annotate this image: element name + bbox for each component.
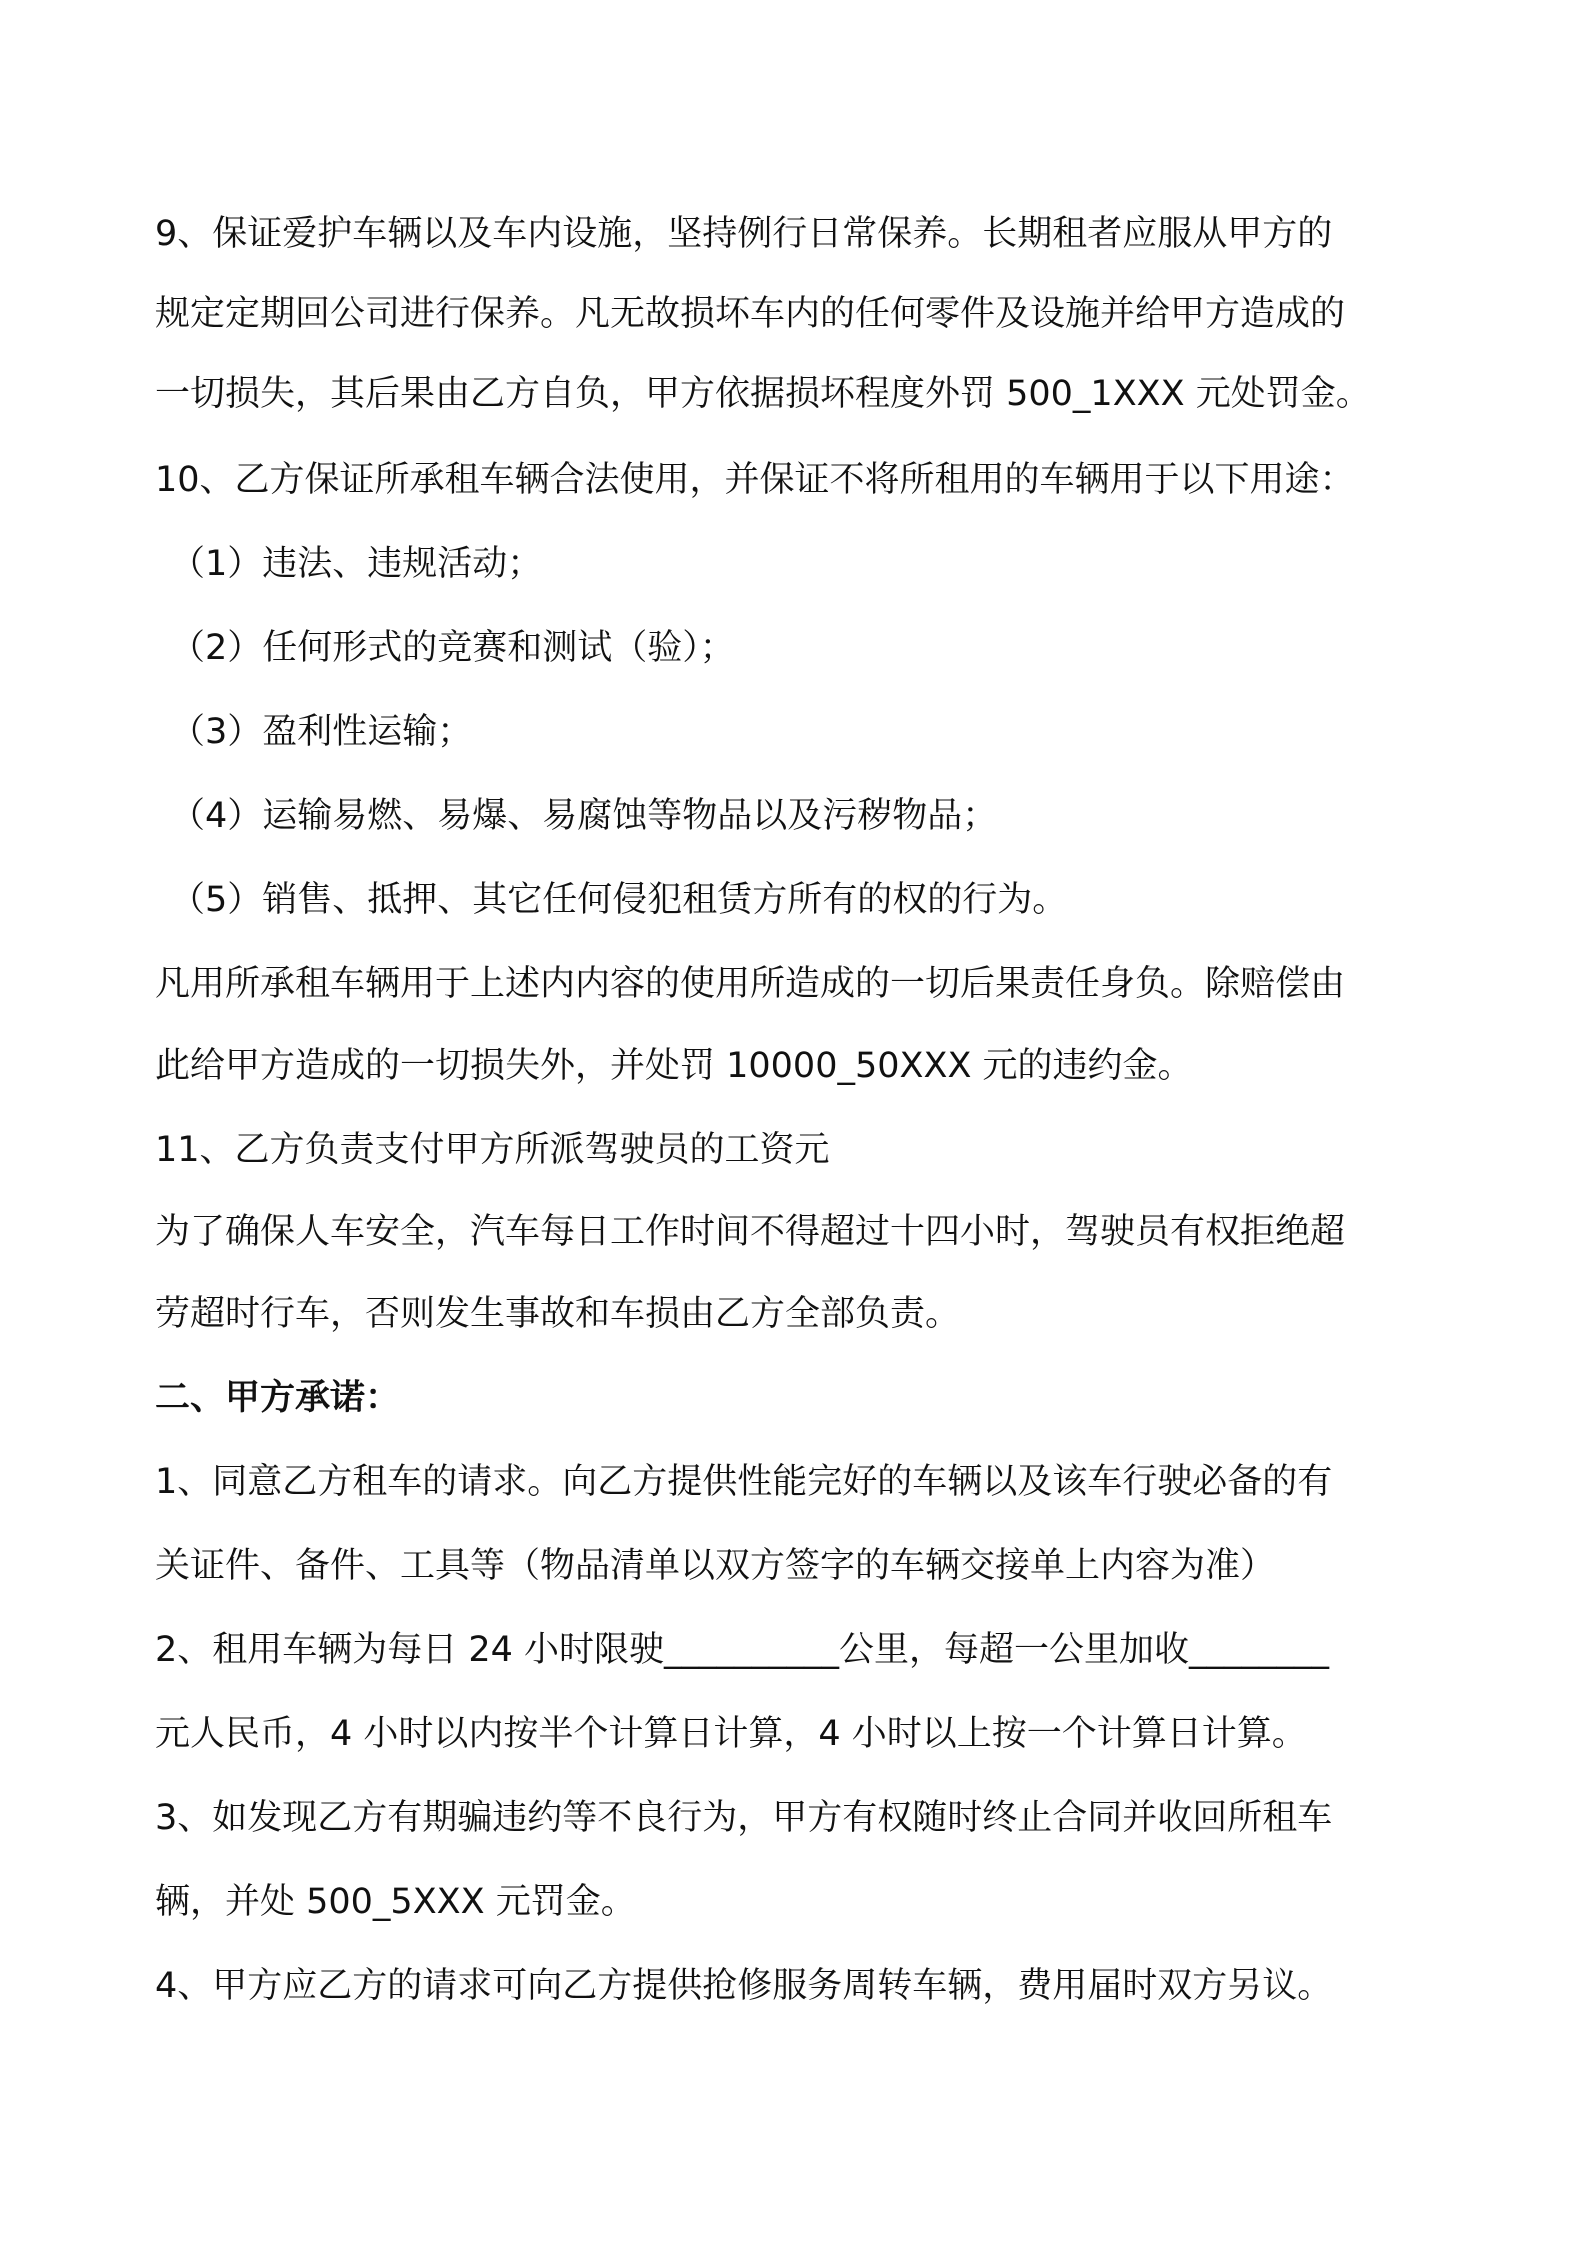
- party-a-item-3-line-2: 辆，并处 500_5XXX 元罚金。: [155, 1882, 636, 1922]
- list-item-2: （2）任何形式的竞赛和测试（验）；: [170, 628, 735, 668]
- section-heading-party-a: 二、甲方承诺：: [155, 1378, 401, 1418]
- safety-paragraph-line-2: 劳超时行车，否则发生事故和车损由乙方全部负责。: [155, 1294, 961, 1334]
- party-a-item-1-line-2: 关证件、备件、工具等（物品清单以双方签字的车辆交接单上内容为准）: [155, 1546, 1276, 1586]
- paragraph-9-line-1: 9、保证爱护车辆以及车内设施，坚持例行日常保养。长期租者应服从甲方的: [155, 214, 1333, 254]
- list-item-4: （4）运输易燃、易爆、易腐蚀等物品以及污秽物品；: [170, 796, 998, 836]
- party-a-item-4: 4、甲方应乙方的请求可向乙方提供抢修服务周转车辆，费用届时双方另议。: [155, 1966, 1333, 2006]
- paragraph-11: 11、乙方负责支付甲方所派驾驶员的工资元: [155, 1130, 830, 1170]
- list-item-5: （5）销售、抵押、其它任何侵犯租赁方所有的权的行为。: [170, 880, 1068, 920]
- paragraph-9-line-3: 一切损失，其后果由乙方自负，甲方依据损坏程度外罚 500_1XXX 元处罚金。: [155, 374, 1371, 414]
- safety-paragraph-line-1: 为了确保人车安全，汽车每日工作时间不得超过十四小时，驾驶员有权拒绝超: [155, 1212, 1346, 1252]
- party-a-item-3-line-1: 3、如发现乙方有期骗违约等不良行为，甲方有权随时终止合同并收回所租车: [155, 1798, 1333, 1838]
- penalty-paragraph-line-2: 此给甲方造成的一切损失外，并处罚 10000_50XXX 元的违约金。: [155, 1046, 1193, 1086]
- party-a-item-1-line-1: 1、同意乙方租车的请求。向乙方提供性能完好的车辆以及该车行驶必备的有: [155, 1462, 1333, 1502]
- party-a-item-2-line-1: 2、租用车辆为每日 24 小时限驶__________公里，每超一公里加收________: [155, 1630, 1330, 1670]
- list-item-1: （1）违法、违规活动；: [170, 544, 543, 584]
- penalty-paragraph-line-1: 凡用所承租车辆用于上述内内容的使用所造成的一切后果责任身负。除赔偿由: [155, 964, 1346, 1004]
- paragraph-10-line-1: 10、乙方保证所承租车辆合法使用，并保证不将所租用的车辆用于以下用途：: [155, 460, 1355, 500]
- paragraph-9-line-2: 规定定期回公司进行保养。凡无故损坏车内的任何零件及设施并给甲方造成的: [155, 294, 1346, 334]
- list-item-3: （3）盈利性运输；: [170, 712, 473, 752]
- party-a-item-2-line-2: 元人民币，4 小时以内按半个计算日计算，4 小时以上按一个计算日计算。: [155, 1714, 1307, 1754]
